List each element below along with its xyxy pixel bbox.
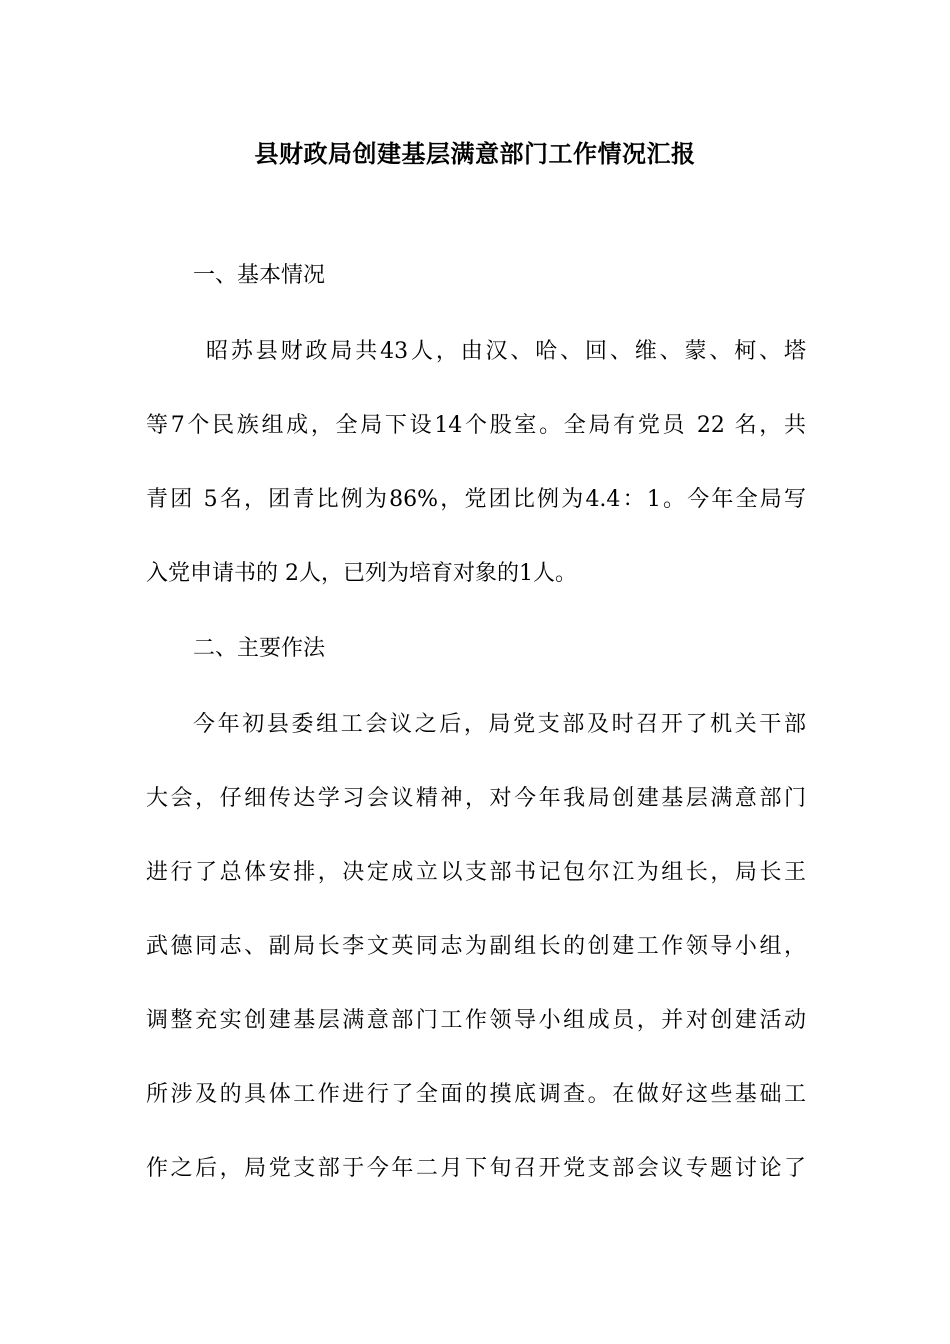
paragraph-line: 调整充实创建基层满意部门工作领导小组成员，并对创建活动 [146, 1008, 806, 1033]
section-heading-basic-info: 一、基本情况 [193, 263, 326, 288]
paragraph-line: 等7个民族组成，全局下设14个股室。全局有党员 22 名，共 [146, 413, 806, 438]
document-title: 县财政局创建基层满意部门工作情况汇报 [254, 139, 696, 168]
paragraph-line: 今年初县委组工会议之后，局党支部及时召开了机关干部 [193, 712, 806, 737]
paragraph-line: 作之后，局党支部于今年二月下旬召开党支部会议专题讨论了 [146, 1156, 806, 1181]
paragraph-line: 昭苏县财政局共43人，由汉、哈、回、维、蒙、柯、塔 [206, 339, 806, 364]
section-heading-main-practices: 二、主要作法 [193, 636, 326, 661]
paragraph-line: 入党申请书的 2人，已列为培育对象的1人。 [146, 561, 577, 586]
paragraph-line: 所涉及的具体工作进行了全面的摸底调查。在做好这些基础工 [146, 1082, 806, 1107]
paragraph-line: 大会，仔细传达学习会议精神，对今年我局创建基层满意部门 [146, 786, 806, 811]
paragraph-line: 武德同志、副局长李文英同志为副组长的创建工作领导小组， [146, 934, 806, 959]
paragraph-line: 青团 5名，团青比例为86%，党团比例为4.4：1。今年全局写 [146, 487, 806, 512]
paragraph-line: 进行了总体安排，决定成立以支部书记包尔江为组长，局长王 [146, 860, 806, 885]
